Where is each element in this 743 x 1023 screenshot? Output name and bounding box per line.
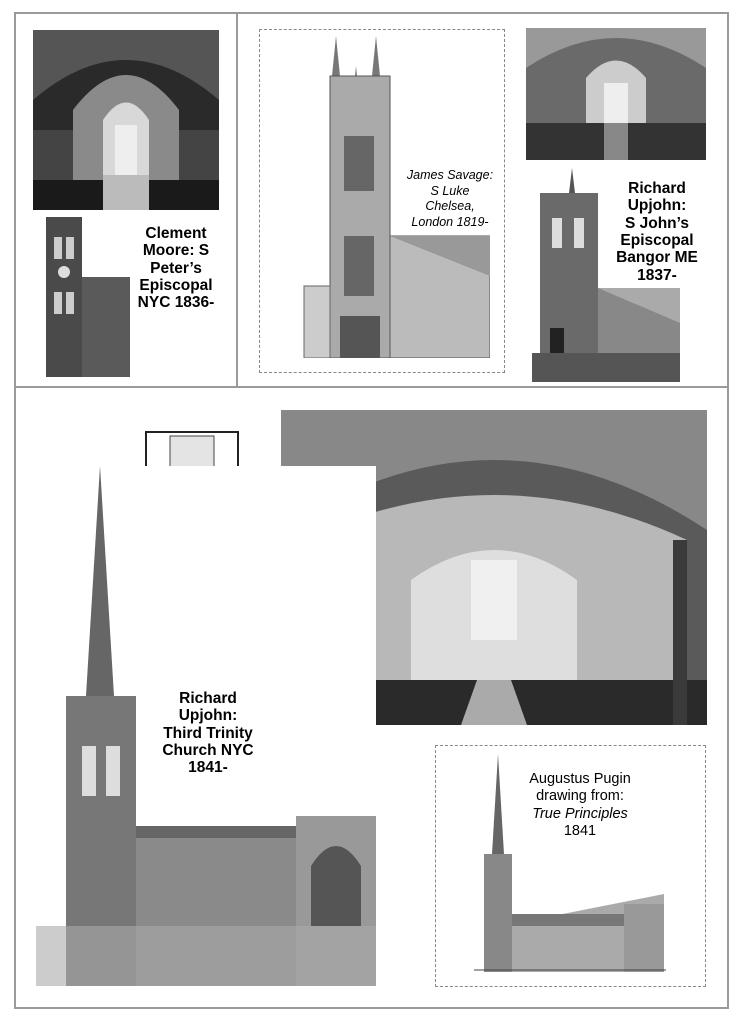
horizontal-divider — [14, 386, 729, 388]
s-johns-interior-photo — [526, 28, 706, 160]
pugin-caption: Augustus Pugin drawing from: True Principles 1841 — [529, 771, 631, 840]
upjohn-trinity-caption: Richard Upjohn: Third Trinity Church NYC 1841- — [162, 690, 254, 777]
s-peters-tower-photo — [38, 217, 130, 377]
savage-caption: James Savage: S Luke Chelsea, London 1819- — [406, 168, 494, 229]
moore-caption: Clement Moore: S Peter’s Episcopal NYC 1836- — [137, 225, 215, 312]
vertical-divider — [236, 12, 238, 388]
pugin-church-drawing — [474, 754, 666, 972]
upjohn-bangor-caption: Richard Upjohn: S John’s Episcopal Bangor ME 1837- — [616, 180, 698, 284]
s-peters-interior-photo — [33, 30, 219, 210]
